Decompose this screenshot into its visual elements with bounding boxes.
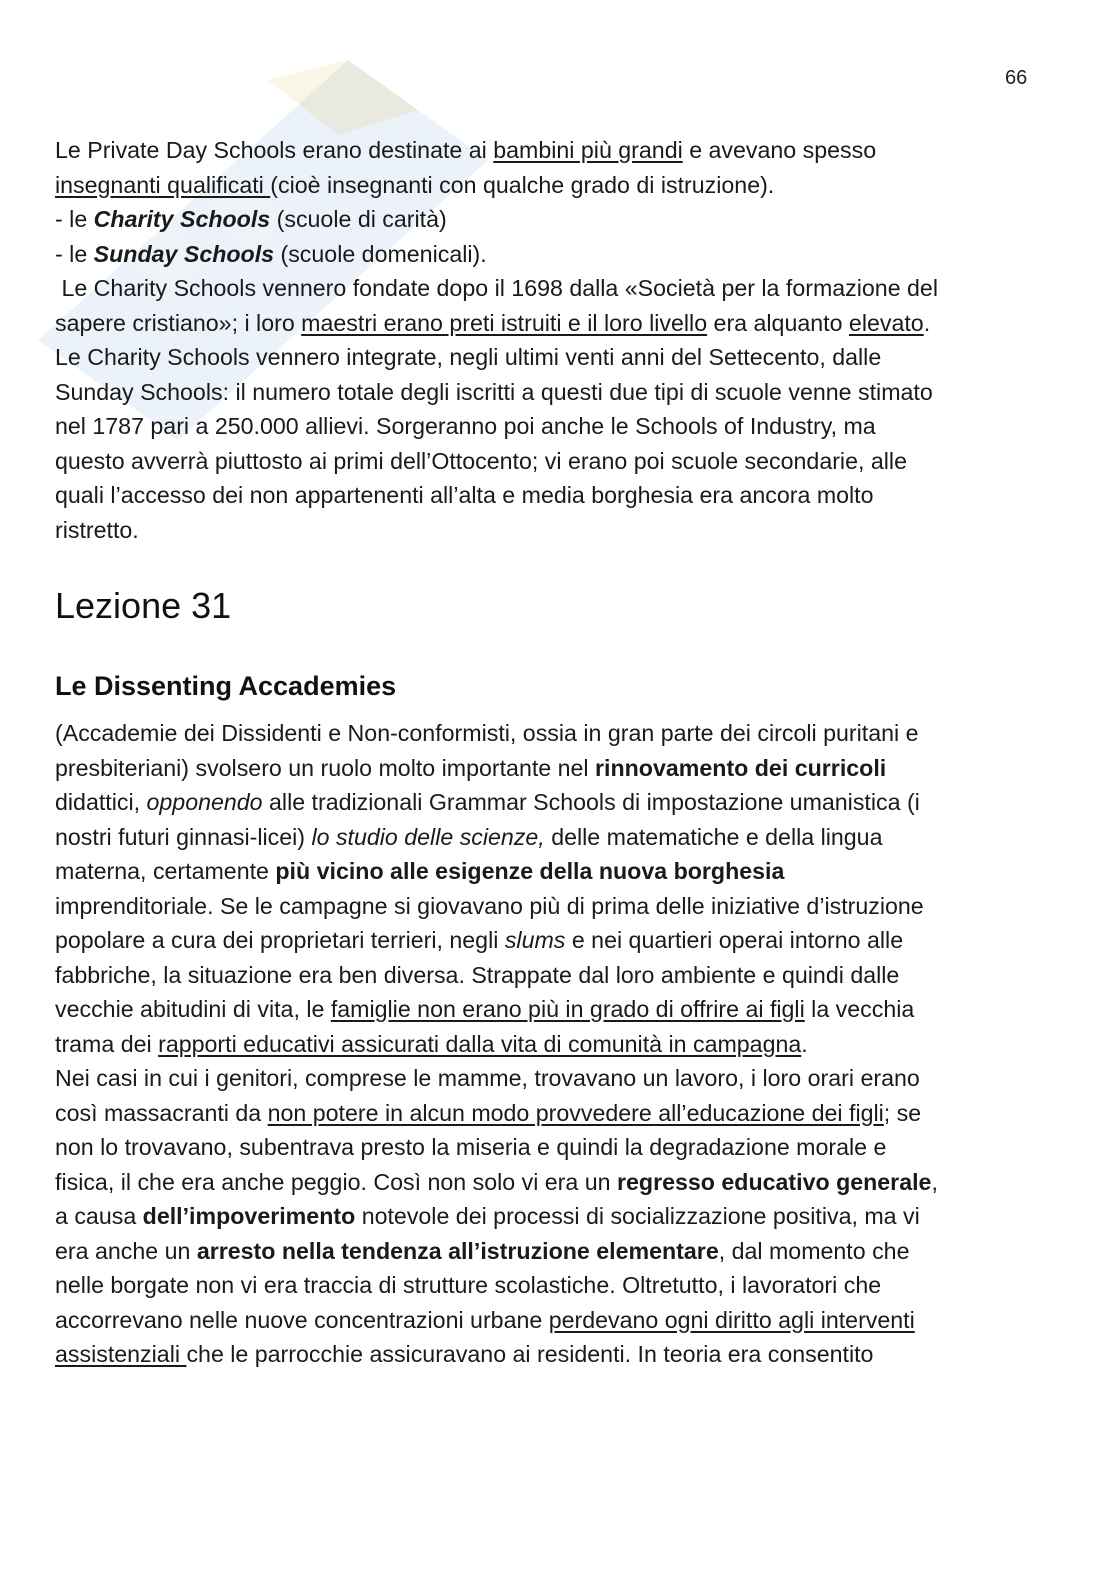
text-line: Le Charity Schools vennero fondate dopo il 1698 dalla «Società per la formazione del [55, 275, 938, 301]
text-line: sapere cristiano»; i loro maestri erano preti istruiti e il loro livello era alquanto elevato. [55, 309, 931, 336]
text-line: quali l’accesso dei non appartenenti all’alta e media borghesia era ancora molto [55, 482, 874, 508]
section-heading: Le Dissenting Accademies [55, 671, 397, 701]
text-line: fisica, il che era anche peggio. Così non solo vi era un regresso educativo generale, [55, 1168, 938, 1195]
text-line: vecchie abitudini di vita, le famiglie non erano più in grado di offrire ai figli la vecchia [55, 996, 915, 1022]
bold-text: regresso educativo generale [616, 1168, 932, 1195]
text-line: era anche un arresto nella tendenza all’istruzione elementare, dal momento che [55, 1237, 910, 1264]
body-paragraph [55, 716, 1065, 1372]
text-line: assistenziali che le parrocchie assicuravano ai residenti. In teoria era consentito [55, 1341, 874, 1367]
text-line: didattici, opponendo alle tradizionali Grammar Schools di impostazione umanistica (i [55, 789, 920, 815]
text-line: Le Charity Schools vennero integrate, negli ultimi venti anni del Settecento, dalle [55, 344, 882, 370]
text-line: insegnanti qualificati (cioè insegnanti con qualche grado di istruzione). [55, 171, 775, 198]
text-line: nelle borgate non vi era traccia di strutture scolastiche. Oltretutto, i lavoratori che [55, 1272, 882, 1298]
bold-text: rinnovamento dei curricoli [595, 754, 887, 781]
page-number: 66 [1005, 67, 1028, 89]
text-line: questo avverrà piuttosto ai primi dell’Ottocento; vi erano poi scuole secondarie, alle [55, 447, 907, 474]
text-line: fabbriche, la situazione era ben diversa. Strappate dal loro ambiente e quindi dalle [55, 961, 900, 988]
text-line: materna, certamente più vicino alle esigenze della nuova borghesia [55, 858, 785, 884]
underlined-text: assistenziali [55, 1341, 187, 1367]
underlined-text: elevato [848, 309, 924, 336]
text-line: imprenditoriale. Se le campagne si giovavano più di prima delle iniziative d’istruzione [55, 892, 924, 919]
list-item: - le Sunday Schools (scuole domenicali). [55, 240, 487, 267]
emphasis-sunday-schools: Sunday Schools [93, 240, 275, 267]
bold-text: più vicino alle esigenze della nuova borghesia [275, 858, 785, 884]
italic-text: lo studio delle scienze, [311, 823, 545, 850]
bold-text: arresto nella tendenza all’istruzione elementare [196, 1237, 719, 1264]
text-line: non lo trovavano, subentrava presto la miseria e quindi la degradazione morale e [55, 1134, 887, 1160]
text-line: Le Private Day Schools erano destinate ai bambini più grandi e avevano spesso [55, 137, 877, 163]
list-item: - le Charity Schools (scuole di carità) [55, 206, 447, 232]
text-line: ristretto. [55, 516, 139, 543]
underlined-text: insegnanti qualificati [55, 171, 271, 198]
text-line: nostri futuri ginnasi-licei) lo studio delle scienze, delle matematiche e della lingua [55, 823, 883, 850]
bold-text: dell’impoverimento [142, 1203, 356, 1229]
underlined-text: bambini più grandi [493, 137, 683, 163]
text-line: così massacranti da non potere in alcun modo provvedere all’educazione dei figli; se [55, 1099, 922, 1126]
underlined-text: famiglie non erano più in grado di offrire ai figli [330, 996, 805, 1022]
text-line: accorrevano nelle nuove concentrazioni urbane perdevano ogni diritto agli interventi [55, 1306, 915, 1333]
italic-text: opponendo [146, 789, 263, 815]
text-line: nel 1787 pari a 250.000 allievi. Sorgeranno poi anche le Schools of Industry, ma [55, 413, 876, 439]
text-line: Nei casi in cui i genitori, comprese le mamme, trovavano un lavoro, i loro orari erano [55, 1065, 920, 1091]
underlined-text: maestri erano preti istruiti e il loro livello [301, 309, 708, 336]
emphasis-charity-schools: Charity Schools [93, 206, 271, 232]
text-line: presbiteriani) svolsero un ruolo molto importante nel rinnovamento dei curricoli [55, 754, 887, 781]
text-line: trama dei rapporti educativi assicurati dalla vita di comunità in campagna. [55, 1030, 808, 1057]
lesson-title: Lezione 31 [55, 585, 232, 626]
underlined-text: non potere in alcun modo provvedere all’educazione dei figli [267, 1099, 884, 1126]
text-line: a causa dell’impoverimento notevole dei processi di socializzazione positiva, ma vi [55, 1203, 920, 1229]
text-line: (Accademie dei Dissidenti e Non-conformisti, ossia in gran parte dei circoli puritani e [55, 720, 919, 746]
italic-text: slums [504, 927, 566, 953]
intro-paragraph [55, 133, 1065, 547]
text-line: Sunday Schools: il numero totale degli iscritti a questi due tipi di scuole venne stimato [55, 378, 933, 405]
text-line: popolare a cura dei proprietari terrieri, negli slums e nei quartieri operai intorno alle [55, 927, 904, 953]
underlined-text: rapporti educativi assicurati dalla vita di comunità in campagna [158, 1030, 802, 1057]
underlined-text: perdevano ogni diritto agli interventi [548, 1306, 915, 1333]
